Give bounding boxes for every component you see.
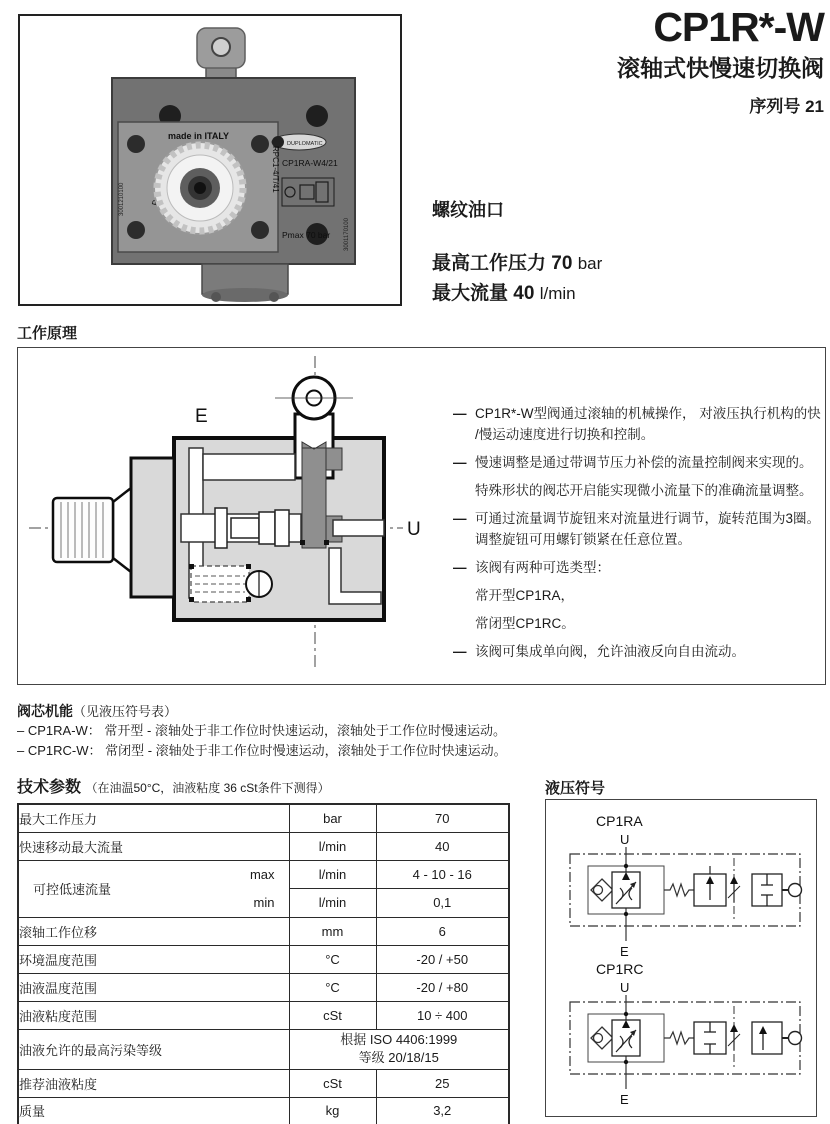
junction-dot (624, 1060, 628, 1064)
bullet-item (453, 557, 823, 634)
headline-specs (432, 249, 824, 309)
bullet-line: CP1R*-W型阀通过滚轴的机械操作， 对液压执行机构的快 (475, 406, 821, 421)
bullet-dash (453, 480, 475, 501)
spec-value: 40 (376, 832, 509, 860)
spec-name-group (18, 860, 289, 917)
spec-value: 3,2 (376, 1097, 509, 1124)
photo-screw (127, 221, 145, 239)
table-row (18, 1069, 509, 1097)
port-u-label: U (407, 519, 421, 540)
pilot-throttle-arrow (730, 876, 738, 884)
spec-unit: °C (289, 945, 376, 973)
spec-unit: °C (289, 973, 376, 1001)
intro-block (432, 196, 824, 309)
valve-photo (20, 16, 400, 304)
specs-table (17, 803, 510, 1124)
bullet-line: 常闭型CP1RC。 (475, 616, 575, 631)
photo-made-in-label: made in ITALY (168, 131, 230, 141)
max-flow-line (432, 279, 824, 309)
spec-name: 最大工作压力 (18, 804, 289, 832)
photo-code-left: 3001210100 (119, 182, 125, 216)
spec-unit: l/min (289, 860, 376, 889)
max-pressure-unit: bar (577, 254, 603, 273)
spec-value: 70 (376, 804, 509, 832)
bullet-dash: — (453, 511, 467, 526)
spec-value: 10 ÷ 400 (376, 1001, 509, 1029)
bullet-line: 特殊形状的阀芯开启能实现微小流量下的准确流量调整。 (475, 483, 813, 498)
bullet-dash: — (453, 406, 467, 421)
photo-model-label: CP1RA-W4/21 (282, 158, 338, 168)
photo-side-code: RPC1-4/T/41 (271, 146, 280, 193)
spec-unit: l/min (289, 832, 376, 860)
specs-heading: 技术参数 (17, 779, 82, 796)
spec-value: 0,1 (376, 889, 509, 918)
junction-dot (624, 912, 628, 916)
spec-value: 4 - 10 - 16 (376, 860, 509, 889)
symbols-heading: 液压符号 (545, 780, 606, 797)
spring-icon (664, 1032, 694, 1044)
spec-value-line: 根据 ISO 4406:1999 (340, 1032, 458, 1047)
bullet-dash: — (453, 644, 467, 659)
spec-value: 6 (376, 917, 509, 945)
header (420, 6, 824, 117)
roller-icon (789, 884, 802, 897)
photo-mount-hole (306, 105, 328, 127)
table-row (18, 804, 509, 832)
table-row (18, 1097, 509, 1124)
specs-heading-note: （在油温50°C，油液粘度 36 cSt条件下测得） (85, 781, 330, 795)
photo-screw (251, 135, 269, 153)
spool-heading-line (17, 701, 822, 721)
principle-frame (17, 347, 826, 685)
specs-heading-line (17, 774, 330, 797)
photo-foot (211, 292, 221, 302)
spec-name: 油液允许的最高污染等级 (18, 1029, 289, 1069)
max-flow-label: 最大流量 (432, 283, 509, 304)
junction-dot (624, 864, 628, 868)
spec-name: 环境温度范围 (18, 945, 289, 973)
principle-bullets (453, 403, 823, 669)
bullet-line: 该阀有两种可选类型： (475, 560, 610, 575)
spec-name: 快速移动最大流量 (18, 832, 289, 860)
spring-icon (664, 884, 694, 896)
bullet-line: 可通过流量调节旋钮来对流量进行调节，旋转范围为3圈。 (475, 511, 821, 526)
bullet-dash: — (453, 560, 467, 575)
port-e-label: E (195, 406, 208, 427)
hydraulic-symbol-cp1rc (554, 958, 810, 1106)
spec-sub-labels (250, 861, 289, 917)
spec-unit: kg (289, 1097, 376, 1124)
port-e-label: E (620, 944, 629, 958)
spec-name: 质量 (18, 1097, 289, 1124)
bullet-line: 调整旋钮可用螺钉锁紧在任意位置。 (475, 532, 691, 547)
product-subtitle: 滚轴式快慢速切换阀 (617, 55, 824, 82)
diagram-plunger-bore (302, 448, 326, 548)
spool-function-section (17, 701, 822, 760)
spec-value-line: 等级 20/18/15 (358, 1050, 439, 1065)
max-pressure-line (432, 249, 824, 279)
bullet-item (453, 508, 823, 550)
diagram-body-step (131, 458, 174, 597)
photo-clevis-hole (212, 38, 230, 56)
max-pressure-value: 70 (551, 253, 573, 274)
spec-unit: bar (289, 804, 376, 832)
port-u-label: U (620, 980, 630, 995)
bullet-line: /慢运动速度进行切换和控制。 (475, 427, 655, 442)
symbols-box (545, 799, 817, 1117)
spec-unit: cSt (289, 1069, 376, 1097)
spec-sub-min: min (253, 894, 275, 910)
table-row (18, 1001, 509, 1029)
hydraulic-symbol-cp1ra (554, 810, 810, 958)
spec-name: 推荐油液粘度 (18, 1069, 289, 1097)
spec-unit: mm (289, 917, 376, 945)
max-pressure-label: 最高工作压力 (432, 253, 547, 274)
table-row (18, 945, 509, 973)
diagram-knob-collar (113, 488, 131, 572)
max-flow-unit: l/min (539, 284, 576, 303)
product-photo-frame (18, 14, 402, 306)
roller-valve-icon (752, 1022, 782, 1054)
photo-brand-label: DUPLOMATIC (287, 141, 323, 147)
spec-unit: cSt (289, 1001, 376, 1029)
bullet-item (453, 480, 823, 501)
spec-value: -20 / +50 (376, 945, 509, 973)
diagram-adjust-knob (53, 498, 113, 562)
spool-line-cp1rc: – CP1RC-W： 常闭型 - 滚轴处于非工作位时慢速运动，滚轴处于工作位时快速运动。 (17, 742, 507, 758)
photo-pmax-body-label: Pmax 70 bar (282, 230, 331, 240)
spool-heading: 阀芯机能 (17, 703, 73, 719)
series-number: 序列号 21 (749, 97, 824, 117)
spec-name: 滚轴工作位移 (18, 917, 289, 945)
cross-section-diagram (23, 352, 443, 678)
port-e-label: E (620, 1092, 629, 1106)
spec-name: 可控低速流量 (33, 882, 112, 897)
photo-screw (127, 135, 145, 153)
photo-code-right: 3001170100 (344, 218, 350, 251)
spool-line-cp1ra: – CP1RA-W： 常开型 - 滚轴处于非工作位时快速运动，滚轴处于工作位时慢速运动。 (17, 723, 506, 738)
circuit-name: CP1RA (596, 813, 643, 829)
photo-screw (251, 221, 269, 239)
bullet-line: 常开型CP1RA， (475, 588, 575, 603)
bullet-line: 该阀可集成单向阀，允许油液反向自由流动。 (475, 644, 745, 659)
spec-name: 油液粘度范围 (18, 1001, 289, 1029)
spec-sub-max: max (249, 866, 275, 882)
max-flow-value: 40 (513, 283, 535, 304)
principle-heading: 工作原理 (17, 325, 78, 342)
pilot-throttle-arrow (730, 1024, 738, 1032)
table-row (18, 973, 509, 1001)
spec-unit: l/min (289, 889, 376, 918)
product-model-title: CP1R*-W (653, 4, 824, 50)
bullet-item (453, 452, 823, 473)
bullet-dash: — (453, 455, 467, 470)
table-row (18, 917, 509, 945)
roller-icon (789, 1032, 802, 1045)
bullet-item (453, 641, 823, 662)
port-type-label: 螺纹油口 (432, 200, 504, 220)
photo-knob-hole (194, 182, 206, 194)
junction-dot (624, 1012, 628, 1016)
bullet-item (453, 403, 823, 445)
photo-foot (269, 292, 279, 302)
spec-value-merged (289, 1029, 509, 1069)
spool-heading-note: （见液压符号表） (73, 704, 178, 719)
spec-value: 25 (376, 1069, 509, 1097)
table-row (18, 832, 509, 860)
spec-value: -20 / +80 (376, 973, 509, 1001)
spec-name: 油液温度范围 (18, 973, 289, 1001)
circuit-name: CP1RC (596, 961, 644, 977)
table-row (18, 1029, 509, 1069)
bullet-line: 慢速调整是通过带调节压力补偿的流量控制阀来实现的。 (475, 455, 813, 470)
port-u-label: U (620, 832, 630, 847)
table-row (18, 860, 509, 889)
